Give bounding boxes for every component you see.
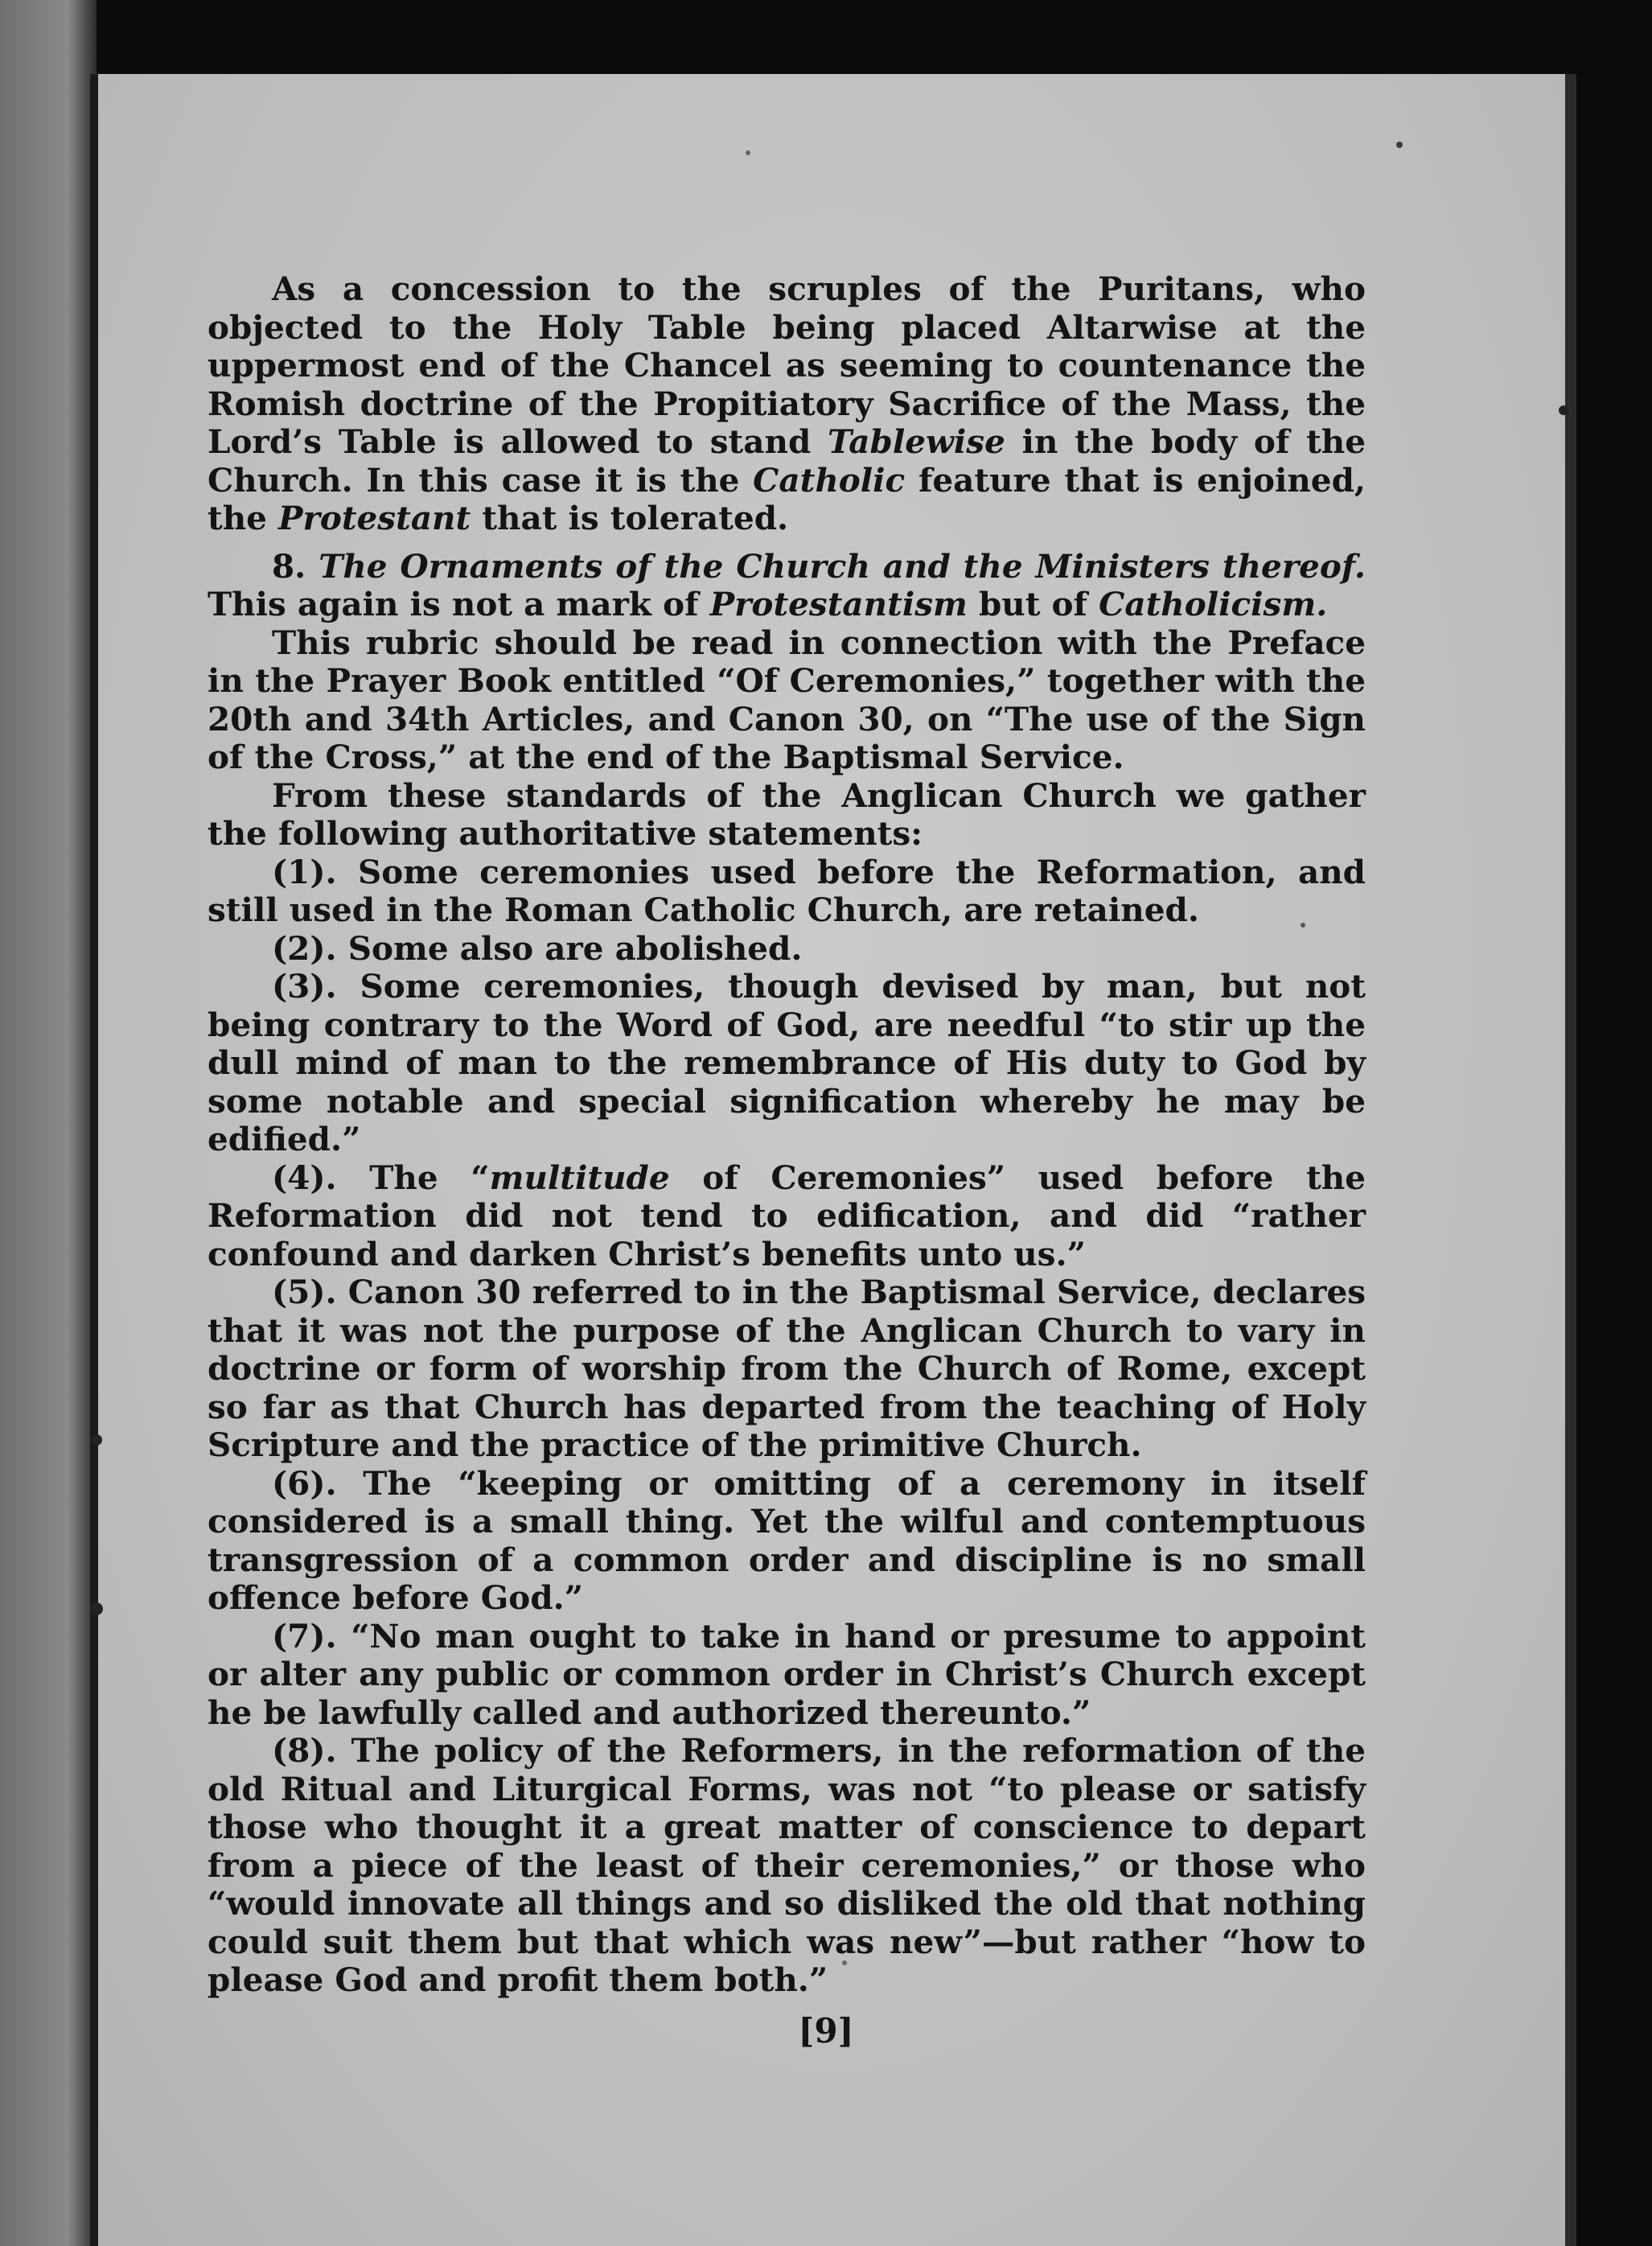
paragraph-p4 xyxy=(208,777,1366,854)
text-run: From these standards of the Anglican Church we gather the following authoritative statements: xyxy=(208,775,1366,853)
text-run: in the body of the Church. In this case it is the xyxy=(208,422,1366,500)
text-run: 8. xyxy=(272,546,319,586)
text-run: (2). Some also are abolished. xyxy=(272,928,803,968)
text-run: of Ceremonies” used before the Reformation did not tend to edification, and did “rather confound and darken Christ’s benefits unto us.” xyxy=(208,1158,1366,1273)
paragraph-l6 xyxy=(208,1465,1366,1618)
text-run: This again is not a mark of xyxy=(208,585,710,623)
text-run: (8). The policy of the Reformers, in the reformation of the old Ritual and Liturgical Forms, was not “to please or satisfy those who thought it a great matter of conscience to depart from a piece of the least of their ceremonies,” or those who “would innovate all things and so disliked the old that nothing could suit them but that which was new”—but rather “how to please God and profit them both.” xyxy=(208,1731,1366,1999)
text-run: (5). Canon 30 referred to in the Baptismal Service, declares that it was not the purpose of the Anglican Church to vary in doctrine or form of worship from the Church of Rome, except so far as that Church has departed from the teaching of Holy Scripture and the practice of the primitive Church. xyxy=(208,1273,1366,1464)
text-run: (1). Some ceremonies used before the Reformation, and still used in the Roman Catholic Church, are retained. xyxy=(208,852,1366,929)
paragraph-l4 xyxy=(208,1159,1366,1274)
italic-text: Catholicism. xyxy=(1099,585,1328,623)
page-number: [9] xyxy=(798,2011,854,2051)
paragraph-l1 xyxy=(208,854,1366,930)
text-run: but of xyxy=(967,585,1099,623)
italic-text: multitude xyxy=(489,1158,670,1197)
text-run: This rubric should be read in connection with the Preface in the Prayer Book entitled “Of Ceremonies,” together with the 20th and 34th Articles, and Canon 30, on “The use of the Sign of the Cross,” at the end of the Baptismal Service. xyxy=(208,623,1366,776)
paragraph-p2 xyxy=(208,548,1366,624)
paragraph-l5 xyxy=(208,1273,1366,1465)
paragraph-l8 xyxy=(208,1732,1366,2000)
paragraph-p1 xyxy=(208,270,1366,538)
text-run: (3). Some ceremonies, though devised by man, but not being contrary to the Word of God, are needful “to stir up the dull mind of man to the remembrance of His duty to God by some notable and special signification whereby he may be edified.” xyxy=(208,967,1366,1158)
italic-text: Tablewise xyxy=(828,422,1005,461)
text-run: feature that is enjoined, the xyxy=(208,460,1366,537)
text-run: (4). The “ xyxy=(272,1158,490,1197)
body-text xyxy=(208,270,1366,2000)
text-run: (6). The “keeping or omitting of a ceremony in itself considered is a small thing. Yet the wilful and contemptuous transgression of a common order and discipline is no small offence before God.” xyxy=(208,1463,1366,1617)
italic-text: Protestant xyxy=(278,499,471,537)
paragraph-p3 xyxy=(208,624,1366,777)
paragraph-l2 xyxy=(208,930,1366,969)
paragraph-l3 xyxy=(208,968,1366,1159)
text-run: (7). “No man ought to take in hand or presume to appoint or alter any public or common order in Christ’s Church except he be lawfully called and authorized thereunto.” xyxy=(208,1616,1366,1732)
italic-text: The Ornaments of the Church and the Ministers thereof. xyxy=(318,546,1366,586)
italic-text: Protestantism xyxy=(709,585,968,623)
italic-text: Catholic xyxy=(753,460,906,500)
paragraph-l7 xyxy=(208,1618,1366,1733)
text-run: that is tolerated. xyxy=(471,499,789,537)
text-run: As a concession to the scruples of the Puritans, who objected to the Holy Table being placed Altarwise at the uppermost end of the Chancel as seeming to countenance the Romish doctrine of the Propitiatory Sacrifice of the Mass, the Lord’s Table is allowed to stand xyxy=(208,269,1366,461)
